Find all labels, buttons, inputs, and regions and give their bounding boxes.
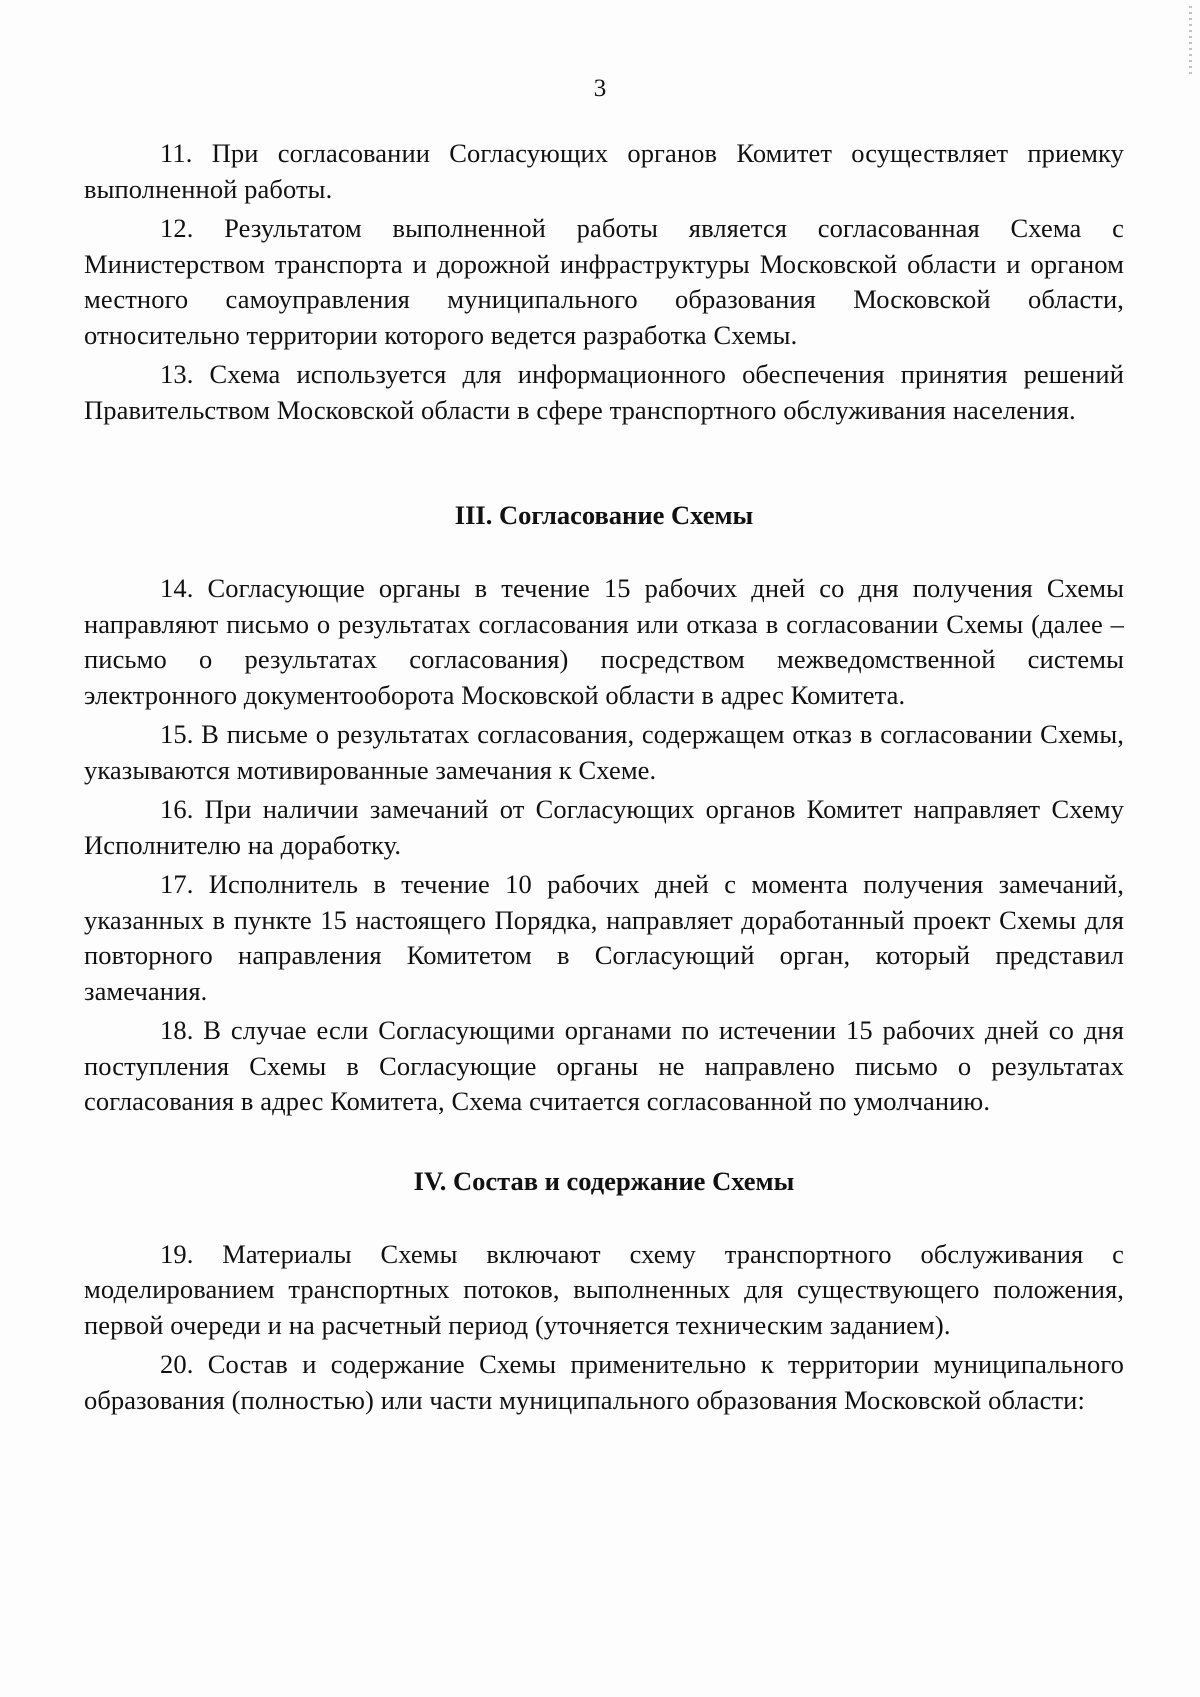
paragraph-12: 12. Результатом выполненной работы является согласованная Схема с Министерством транспорта и дорожной инфраструктуры Московской области и органом местного самоуправления муниципального образования Московской области, относительно территории которого ведется разработка Схемы. [84,213,1124,350]
paragraph-14: 14. Согласующие органы в течение 15 рабочих дней со дня получения Схемы направляют письмо о результатах согласования или отказа в согласовании Схемы (далее – письмо о результатах согласования) посредством межведомственной системы электронного документооборота Московской области в адрес Комитета. [84,573,1124,710]
paragraph-11: 11. При согласовании Согласующих органов Комитет осуществляет приемку выполненной работы. [84,138,1124,204]
scan-edge-mark [1189,6,1192,76]
document-body [84,136,1124,1422]
paragraph-15: 15. В письме о результатах согласования, содержащем отказ в согласовании Схемы, указываются мотивированные замечания к Схеме. [84,719,1124,785]
section-4-heading: IV. Состав и содержание Схемы [413,1165,795,1196]
paragraph-20: 20. Состав и содержание Схемы применительно к территории муниципального образования (полностью) или части муниципального образования Московской области: [84,1349,1124,1415]
paragraph-16: 16. При наличии замечаний от Согласующих органов Комитет направляет Схему Исполнителю на доработку. [84,794,1124,860]
paragraph-19: 19. Материалы Схемы включают схему транспортного обслуживания с моделированием транспортных потоков, выполненных для существующего положения, первой очереди и на расчетный период (уточняется техническим заданием). [84,1238,1124,1340]
page-number: 3 [593,75,607,102]
paragraph-18: 18. В случае если Согласующими органами по истечении 15 рабочих дней со дня поступления Схемы в Согласующие органы не направлено письмо о результатах согласования в адрес Комитета, Схема считается согласованной по умолчанию. [84,1015,1124,1116]
paragraph-13: 13. Схема используется для информационного обеспечения принятия решений Правительством Московской области в сфере транспортного обслуживания населения. [84,359,1124,425]
section-3-heading: III. Согласование Схемы [454,500,754,530]
paragraph-17: 17. Исполнитель в течение 10 рабочих дней с момента получения замечаний, указанных в пункте 15 настоящего Порядка, направляет доработанный проект Схемы для повторного направления Комитетом в Согласующий орган, который представил замечания. [84,869,1124,1006]
